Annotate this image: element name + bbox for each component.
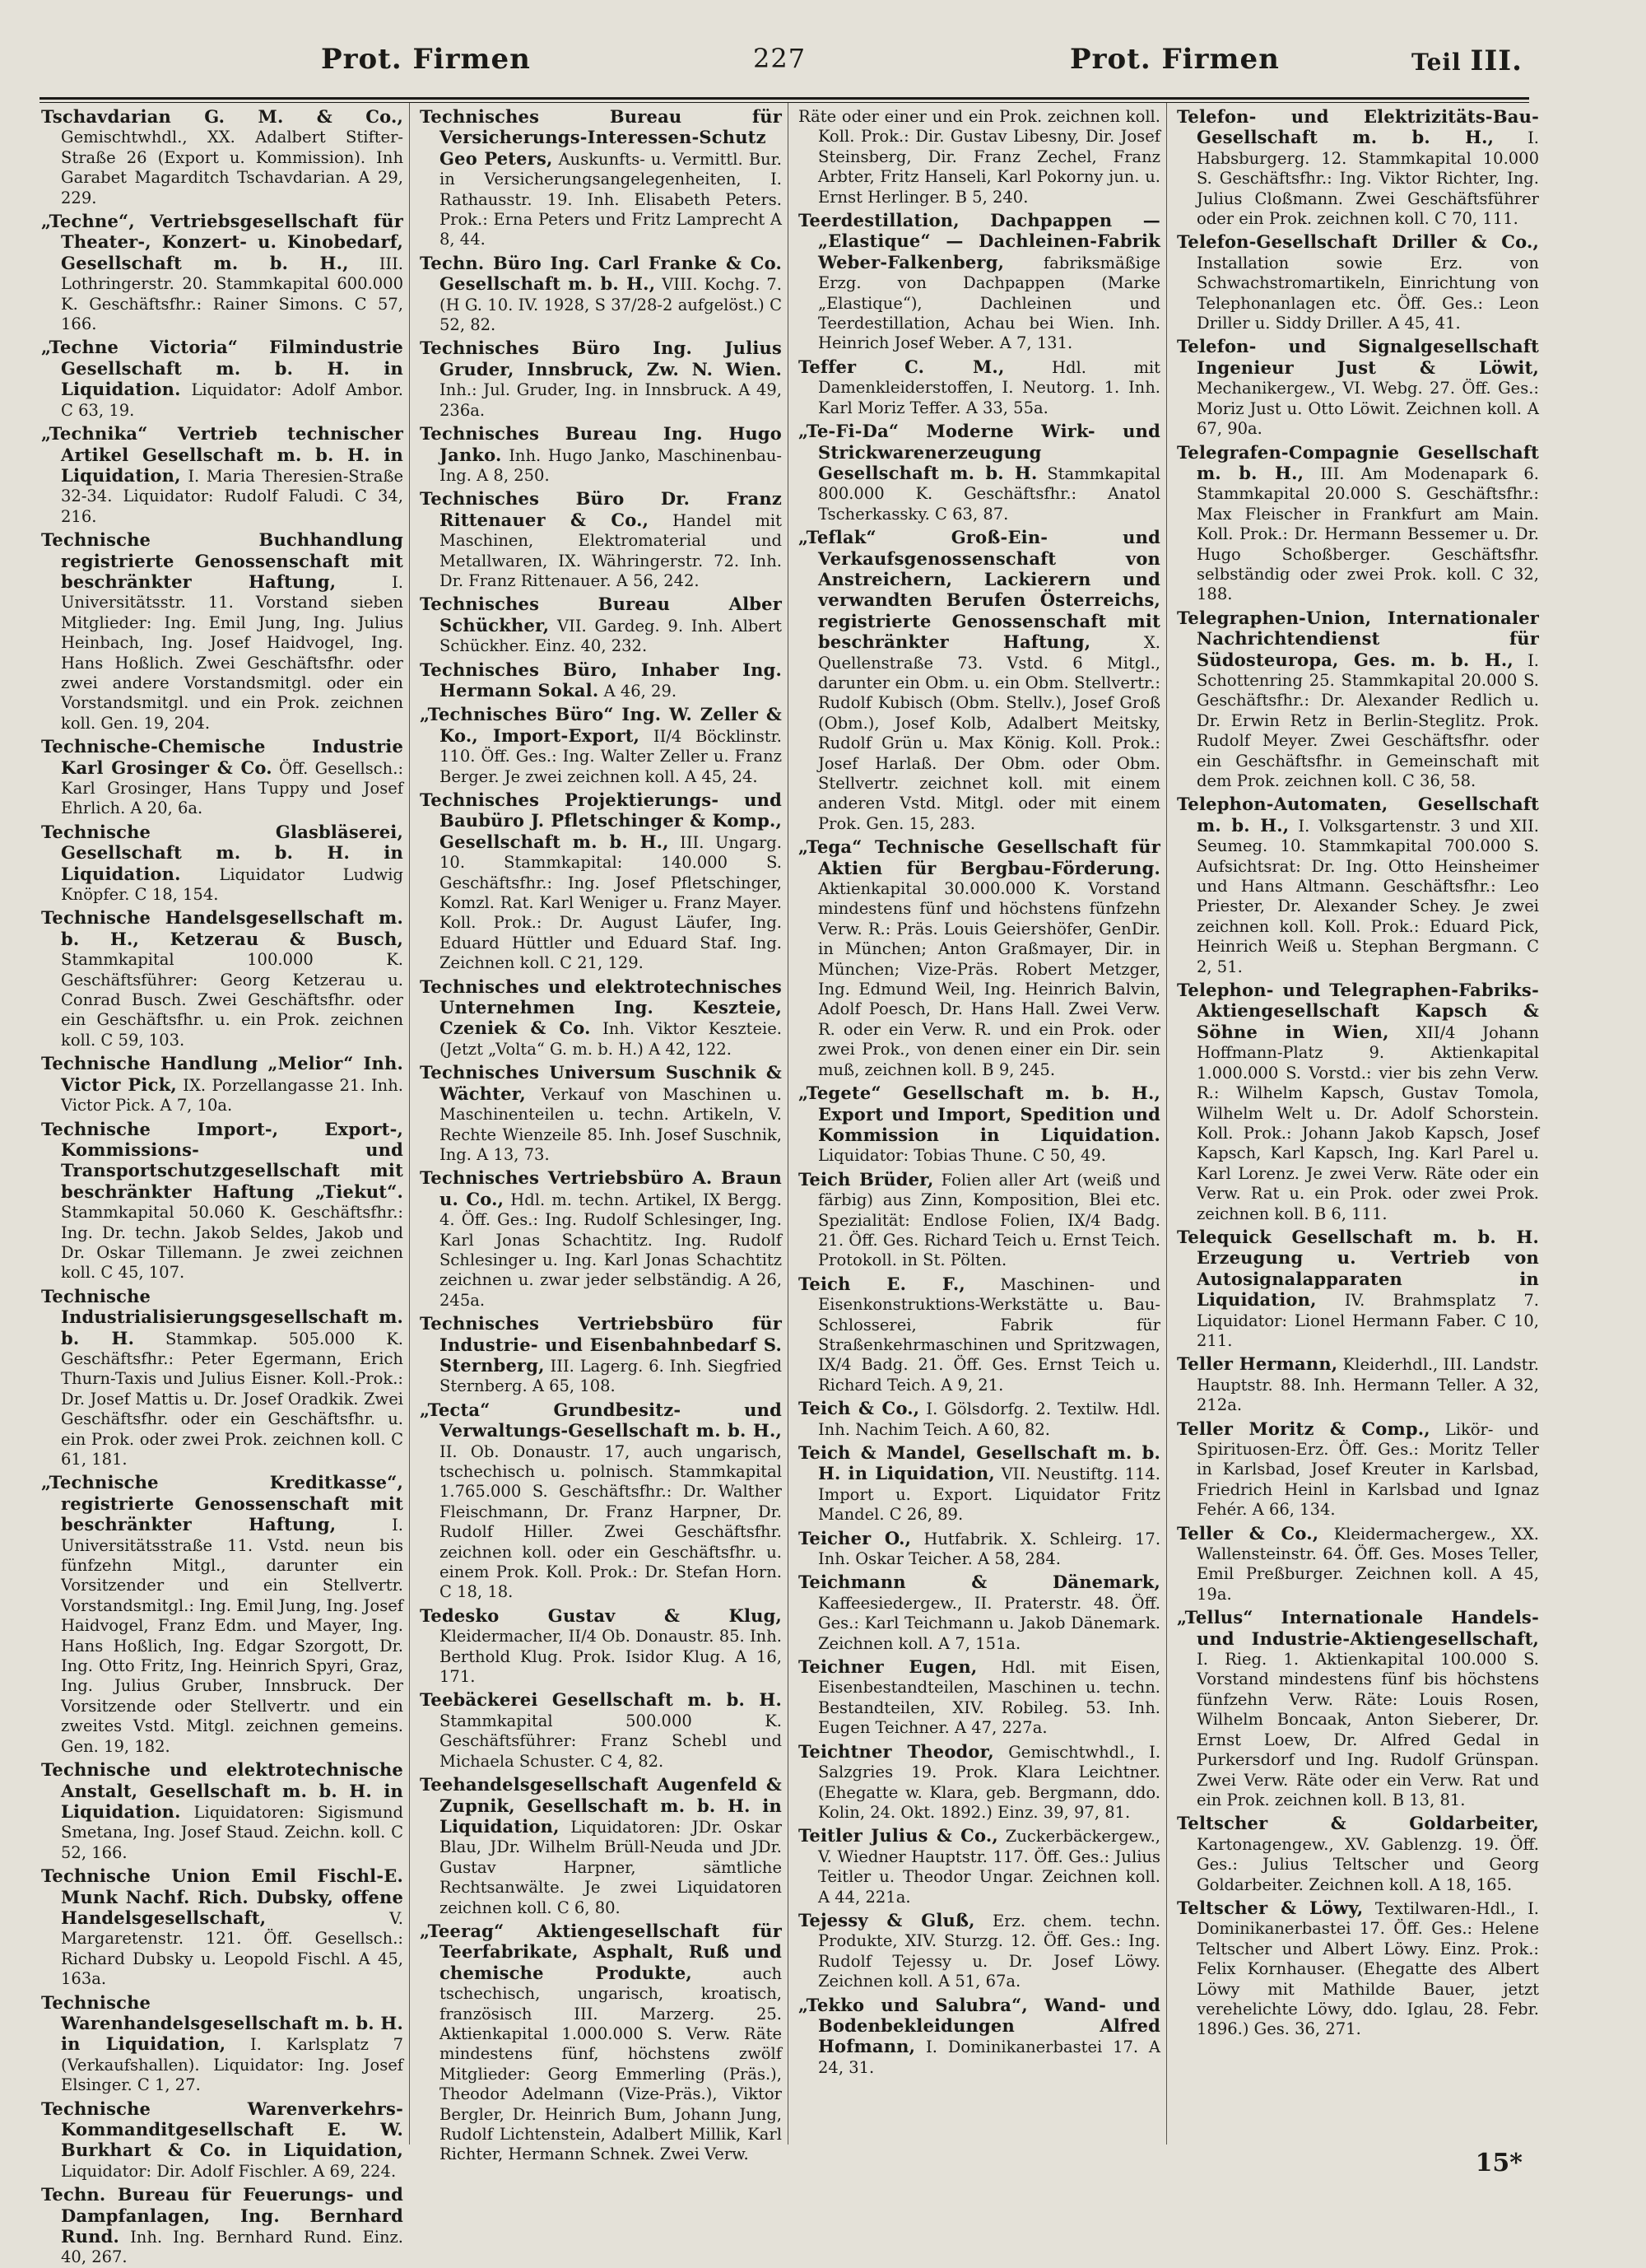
directory-entry: [41, 737, 403, 819]
directory-entry: [798, 1911, 1160, 1992]
firm-name: Technisches Büro, Inhaber Ing. Hermann Sokal.: [420, 659, 782, 701]
directory-entry: [798, 1399, 1160, 1440]
firm-name: Teller Moritz & Comp.,: [1177, 1418, 1430, 1439]
directory-entry: [420, 1690, 782, 1772]
firm-details: Inh. Viktor Keszteie. (Jetzt „Volta“ G. m. b. H.) A 42, 122.: [439, 1019, 782, 1059]
firm-details: I. Karlsplatz 7 (Verkaufshallen). Liquidator: Ing. Josef Elsinger. C 1, 27.: [61, 2035, 403, 2095]
firm-name: Teltscher & Löwy,: [1177, 1897, 1364, 1918]
firm-details: III. Lothringerstr. 20. Stammkapital 600.000 K. Geschäftsfhr.: Rainer Simons. C 57, 166.: [61, 254, 403, 334]
firm-name: Technisches Vertriebsbüro für Industrie- und Eisenbahnbedarf S. Sternberg,: [420, 1313, 782, 1376]
firm-name: Telequick Gesellschaft m. b. H. Erzeugung u. Vertrieb von Autosignalapparaten in Liquidation,: [1177, 1226, 1539, 1311]
firm-name: Teich Brüder,: [798, 1168, 934, 1190]
firm-details: I. Habsburgerg. 12. Stammkapital 10.000 S. Geschäftsfhr.: Ing. Viktor Richter, Ing. Julius Cloßmann. Zwei Geschäftsführer oder ein Prok. zeichnen koll. C 70, 111.: [1197, 128, 1539, 229]
firm-name: Techn. Bureau für Feuerungs- und Dampfanlagen, Ing. Bernhard Rund.: [41, 2184, 403, 2247]
firm-name: Tejessy & Gluß,: [798, 1909, 975, 1930]
firm-details: Liquidatoren: JDr. Oskar Blau, JDr. Wilhelm Brüll-Neuda und JDr. Gustav Harpner, sämtliche Rechtsanwälte. Je zwei Liquidatoren zeichnen koll. C 6, 80.: [439, 1817, 782, 1917]
firm-name: Technische und elektrotechnische Anstalt, Gesellschaft m. b. H. in Liquidation.: [41, 1759, 403, 1822]
firm-name: „Tecta“ Grundbesitz- und Verwaltungs-Gesellschaft m. b. H.,: [420, 1399, 782, 1441]
column-2: [420, 106, 783, 2164]
firm-name: „Teflak“ Groß-Ein- und Verkaufsgenossenschaft von Anstreichern, Lackierern und verwandten Berufen Österreichs, registrierte Genossenschaft mit beschränkter Haftung,: [798, 527, 1160, 653]
firm-details: Mechanikergew., VI. Webg. 27. Öff. Ges.: Moriz Just u. Otto Löwit. Zeichnen koll. A 67, 90a.: [1197, 379, 1539, 439]
firm-name: Technische Handelsgesellschaft m. b. H., Ketzerau & Busch,: [41, 907, 403, 949]
firm-details: Kleidermacher, II/4 Ob. Donaustr. 85. Inh. Berthold Klug. Prok. Isidor Klug. A 16, 171.: [439, 1627, 782, 1687]
firm-name: Tedesko Gustav & Klug,: [420, 1604, 782, 1626]
directory-entry: [1177, 1524, 1539, 1605]
directory-entry: [420, 254, 782, 336]
directory-entry: [1177, 608, 1539, 792]
firm-details: I. Gölsdorfg. 2. Textilw. Hdl. Inh. Nachim Teich. A 60, 82.: [818, 1399, 1160, 1439]
firm-name: Telegrafen-Compagnie Gesellschaft m. b. H.,: [1177, 441, 1539, 483]
firm-name: Teehandelsgesellschaft Augenfeld & Zupnik, Gesellschaft m. b. H. in Liquidation,: [420, 1774, 782, 1837]
directory-entry: [420, 1063, 782, 1165]
firm-name: Technisches Bureau Ing. Hugo Janko.: [420, 423, 782, 465]
directory-entry: [420, 1606, 782, 1688]
firm-name: Technische Handlung „Melior“ Inh. Victor Pick,: [41, 1053, 403, 1095]
directory-entry: [41, 1760, 403, 1863]
firm-name: Teitler Julius & Co.,: [798, 1825, 998, 1847]
firm-details: Kleiderhdl., III. Landstr. Hauptstr. 88. Inh. Hermann Teller. A 32, 212a.: [1197, 1355, 1539, 1415]
firm-name: „Tellus“ Internationale Handels- und Industrie-Aktiengesellschaft,: [1177, 1607, 1539, 1649]
firm-details: II/4 Böcklinstr. 110. Öff. Ges.: Ing. Walter Zeller u. Franz Berger. Je zwei zeichnen koll. A 45, 24.: [439, 726, 783, 786]
firm-details: Inh. Ing. Bernhard Rund. Einz. 40, 267.: [61, 2228, 404, 2267]
directory-entry: [1177, 980, 1539, 1224]
firm-details: Stammkapital 50.060 K. Geschäftsfhr.: Ing. Dr. techn. Jakob Seldes, Jakob und Dr. Oskar Tillemann. Je zwei zeichnen koll. C 45, 107.: [61, 1203, 403, 1283]
directory-entry: [420, 1168, 782, 1311]
directory-entry: [420, 1400, 782, 1603]
firm-name: Teichtner Theodor,: [798, 1740, 994, 1762]
firm-details: Hdl. m. techn. Artikel, IX Bergg. 4. Öff. Ges.: Ing. Rudolf Schlesinger, Ing. Karl Jonas Schachtitz. Ing. Rudolf Schlesinger u. Ing. Karl Jonas Schachtitz zeichnen u. zwar jeder selbständig. A 26, 245a.: [439, 1190, 782, 1310]
firm-details: Verkauf von Maschinen u. Maschinenteilen u. techn. Artikeln, V. Rechte Wienzeile 85. Inh. Josef Suschnik, Ing. A 13, 73.: [439, 1084, 783, 1164]
directory-entry: [41, 424, 403, 527]
running-head-left: Prot. Firmen: [321, 43, 531, 76]
directory-entry: [1177, 1354, 1539, 1415]
directory-entry: [798, 837, 1160, 1080]
firm-details: Stammkapital 500.000 K. Geschäftsführer: Franz Schebl und Michaela Schuster. C 4, 82.: [439, 1711, 782, 1771]
directory-entry: [41, 822, 403, 906]
firm-name: Teffer C. M.,: [798, 356, 1005, 377]
directory-entry: [41, 1866, 403, 1989]
directory-entry: [420, 705, 782, 787]
firm-details: XII/4 Johann Hoffmann-Platz 9. Aktienkapital 1.000.000 S. Vorstd.: vier bis zehn Verw. R.: Wilhelm Kapsch, Gustav Tomola, Wilhelm Welt u. Dr. Adolf Schorstein. Koll. Prok.: Johann Jakob Kapsch, Josef Kapsch, Karl Kapsch, Ing. Karl Parel u. Karl Lorenz. Je zwei Verw. Räte oder ein Verw. Rat u. ein Prok. oder zwei Prok. zeichnen koll. B 6, 111.: [1197, 1022, 1540, 1223]
firm-name: Telefon- und Elektrizitäts-Bau-Gesellschaft m. b. H.,: [1177, 106, 1539, 148]
directory-entry: [41, 908, 403, 1050]
firm-name: Technisches Bureau Alber Schückher,: [420, 594, 782, 636]
directory-entry: [1177, 232, 1539, 333]
firm-details: A 46, 29.: [603, 681, 677, 701]
firm-name: „Tegete“ Gesellschaft m. b. H., Export und Import, Spedition und Kommission in Liquidation.: [798, 1083, 1160, 1145]
directory-entry: [798, 1170, 1160, 1271]
firm-details: Stammkapital 800.000 K. Geschäftsfhr.: Anatol Tscherkassky. C 63, 87.: [818, 463, 1161, 524]
firm-name: Technische Glasbläserei, Gesellschaft m. b. H. in Liquidation.: [41, 821, 403, 884]
firm-name: Telephon- und Telegraphen-Fabriks-Aktiengesellschaft Kapsch & Söhne in Wien,: [1177, 980, 1539, 1042]
firm-details: Inh.: Jul. Gruder, Ing. in Innsbruck. A 49, 236a.: [439, 380, 782, 420]
firm-name: „Technisches Büro“ Ing. W. Zeller & Ko., Import-Export,: [420, 704, 782, 746]
firm-name: Telefon- und Signalgesellschaft Ingenieur Just & Löwit,: [1177, 336, 1539, 378]
firm-name: Technisches Büro Ing. Julius Gruder, Innsbruck, Zw. N. Wien.: [420, 338, 782, 380]
header-rule-thin: [40, 102, 1529, 103]
running-head-right: Prot. Firmen: [1070, 43, 1280, 76]
directory-entry: [1177, 443, 1539, 605]
page-number: 227: [753, 43, 807, 74]
firm-details: Inh. Hugo Janko, Maschinenbau-Ing. A 8, 250.: [439, 445, 782, 485]
firm-details: Liquidator: Tobias Thune. C 50, 49.: [818, 1146, 1106, 1166]
firm-name: „Technische Kreditkasse“, registrierte Genossenschaft mit beschränkter Haftung,: [41, 1472, 403, 1535]
signature-mark: 15*: [1475, 2149, 1523, 2177]
directory-entry: [1177, 337, 1539, 439]
firm-name: Teich & Mandel, Gesellschaft m. b. H. in Liquidation,: [798, 1442, 1160, 1484]
firm-name: „Technika“ Vertrieb technischer Artikel Gesellschaft m. b. H. in Liquidation,: [41, 423, 403, 486]
directory-entry: [420, 107, 782, 250]
firm-details: VIII. Kochg. 7. (H G. 10. IV. 1928, S 37/28-2 aufgelöst.) C 52, 82.: [439, 275, 782, 335]
directory-entry: [41, 1287, 403, 1470]
firm-name: Teich & Co.,: [798, 1398, 920, 1419]
directory-entry: [798, 1572, 1160, 1654]
directory-entry: [420, 1314, 782, 1397]
firm-details: Stammkap. 505.000 K. Geschäftsfhr.: Peter Egermann, Erich Thurn-Taxis und Julius Eisner. Koll.-Prok.: Dr. Josef Mattis u. Dr. Josef Oradkik. Zwei Geschäftsfhr. oder ein Geschäftsfhr. u. ein Prok. oder zwei Prok. zeichnen koll. C 61, 181.: [61, 1329, 403, 1469]
firm-name: Technisches Bureau für Versicherungs-Interessen-Schutz Geo Peters,: [420, 106, 782, 169]
firm-name: Teltscher & Goldarbeiter,: [1177, 1813, 1539, 1834]
directory-entry: [41, 530, 403, 733]
firm-name: Tschavdarian G. M. & Co.,: [41, 106, 403, 127]
firm-details: IV. Brahmsplatz 7. Liquidator: Lionel Hermann Faber. C 10, 211.: [1197, 1291, 1540, 1350]
firm-name: „Te-Fi-Da“ Moderne Wirk- und Strickwarenerzeugung Gesellschaft m. b. H.: [798, 421, 1160, 483]
directory-entry: [420, 790, 782, 974]
section-roman: III.: [1470, 44, 1523, 77]
directory-entry: [420, 594, 782, 656]
directory-entry: [1177, 1898, 1539, 2040]
firm-name: Technische Industrialisierungsgesellschaft m. b. H.: [41, 1285, 403, 1348]
directory-entry: [1177, 1608, 1539, 1810]
directory-entry: [798, 1742, 1160, 1823]
firm-details: I. Dominikanerbastei 17. A 24, 31.: [818, 2037, 1160, 2077]
firm-name: Technisches Projektierungs- und Baubüro J. Pfletschinger & Komp., Gesellschaft m. b. H.,: [420, 789, 782, 852]
firm-details: Installation sowie Erz. von Schwachstromartikeln, Einrichtung von Telephonanlagen etc. Öff. Ges.: Leon Driller u. Siddy Driller. A 45, 41.: [1197, 253, 1539, 333]
directory-entry: [798, 107, 1160, 207]
firm-details: Gemischtwhdl., I. Salzgries 19. Prok. Klara Leichtner. (Ehegatte w. Klara, geb. Bergmann, ddo. Kolin, 24. Okt. 1892.) Einz. 39, 97, 81.: [818, 1742, 1161, 1822]
firm-name: Techn. Büro Ing. Carl Franke & Co. Gesellschaft m. b. H.,: [420, 252, 782, 295]
firm-details: VII. Neustiftg. 114. Import u. Export. Liquidator Fritz Mandel. C 26, 89.: [818, 1465, 1160, 1525]
firm-details: Likör- und Spirituosen-Erz. Öff. Ges.: Moritz Teller in Karlsbad, Josef Kreuter in Karlsbad, Friedrich Heinl in Karlsbad und Ignaz Fehér. A 66, 134.: [1197, 1419, 1540, 1520]
firm-details: Folien aller Art (weiß und färbig) aus Zinn, Komposition, Blei etc. Spezialität: Endlose Folien, IX/4 Badg. 21. Öff. Ges. Richard Teich u. Ernst Teich. Protokoll. in St. Pölten.: [818, 1170, 1160, 1270]
directory-entry: [1177, 107, 1539, 229]
directory-entry: [1177, 1419, 1539, 1521]
directory-entry: [420, 1775, 782, 1918]
firm-name: Technisches Universum Suschnik & Wächter,: [420, 1062, 782, 1104]
directory-entry: [798, 211, 1160, 354]
firm-details: fabriksmäßige Erzg. von Dachpappen (Marke „Elastique“), Dachleinen und Teerdestillation, Achau bei Wien. Inh. Heinrich Josef Weber. A 7, 131.: [818, 253, 1160, 353]
directory-entry: [41, 1054, 403, 1115]
directory-entry: [41, 1120, 403, 1283]
firm-details: I. Maria Theresien-Straße 32-34. Liquidator: Rudolf Faludi. C 34, 216.: [61, 466, 404, 526]
directory-entry: [798, 1826, 1160, 1907]
firm-details: Liquidator Ludwig Knöpfer. C 18, 154.: [61, 864, 403, 905]
firm-name: Technisches Vertriebsbüro A. Braun u. Co.,: [420, 1167, 782, 1209]
directory-entry: [798, 1443, 1160, 1525]
directory-entry: [420, 977, 782, 1060]
firm-details: I. Universitätsstraße 11. Vstd. neun bis fünfzehn Mitgl., darunter ein Vorsitzender und ein Stellvertr. Vorstandsmitgl.: Ing. Emil Jung, Ing. Josef Haidvogel, Franz Edm. und Mayer, Ing. Hans Hoßlich, Ing. Edgar Szorgott, Dr. Ing. Otto Fritz, Ing. Heinrich Spyri, Graz, Ing. Julius Gruber, Innsbruck. Der Vorsitzende oder Stellvertr. und ein zweites Vstd. Mitgl. zeichnen gemeins. Gen. 19, 182.: [61, 1516, 403, 1756]
firm-details: Gemischtwhdl., XX. Adalbert Stifter-Straße 26 (Export u. Kommission). Inh Garabet Magarditch Tschavdarian. A 29, 229.: [61, 128, 403, 207]
firm-details: I. Volksgartenstr. 3 und XII. Seumeg. 10. Stammkapital 700.000 S. Aufsichtsrat: Dr. Ing. Otto Heinsheimer und Hans Altmann. Geschäftsfhr.: Leo Priester, Dr. Alexander Schey. Je zwei zeichnen koll. Koll. Prok.: Eduard Pick, Heinrich Weiß u. Stephan Bergmann. C 2, 51.: [1197, 816, 1540, 976]
firm-details: Kleidermachergew., XX. Wallensteinstr. 64. Öff. Ges. Moses Teller, Emil Preßburger. Zeichnen koll. A 45, 19a.: [1197, 1524, 1539, 1604]
firm-name: Teerdestillation, Dachpappen — „Elastique“ — Dachleinen-Fabrik Weber-Falkenberg,: [798, 210, 1160, 272]
directory-entry: [798, 421, 1160, 524]
directory-entry: [1177, 1814, 1539, 1895]
directory-entry: [41, 2099, 403, 2182]
directory-entry: [798, 357, 1160, 418]
column-1: [41, 106, 404, 2267]
firm-details: X. Quellenstraße 73. Vstd. 6 Mitgl., darunter ein Obm. u. ein Obm. Stellvertr.: Rudolf Kubisch (Obm. Stellv.), Josef Groß (Obm.), Josef Kolb, Adalbert Meitsky, Rudolf Grün u. Max König. Koll. Prok.: Josef Harlaß. Der Obm. oder Obm. Stellvertr. zeichnet koll. mit einem anderen Vstd. Mitgl. oder mit einem Prok. Gen. 15, 283.: [818, 633, 1160, 833]
firm-name: Technische Import-, Export-, Kommissions- und Transportschutzgesellschaft mit beschränkter Haftung „Tiekut“.: [41, 1118, 403, 1202]
firm-name: Technisches und elektrotechnisches Unternehmen Ing. Keszteie, Czeniek & Co.: [420, 976, 782, 1039]
firm-details: Liquidator: Adolf Ambor. C 63, 19.: [61, 380, 403, 420]
directory-entry: [1177, 794, 1539, 977]
firm-name: Technisches Büro Dr. Franz Rittenauer & Co.,: [420, 488, 782, 530]
firm-details: Liquidatoren: Sigismund Smetana, Ing. Josef Staud. Zeichn. koll. C 52, 166.: [61, 1802, 403, 1862]
directory-entry: [420, 1921, 782, 2165]
firm-details: I. Rieg. 1. Aktienkapital 100.000 S. Vorstand mindestens fünf bis höchstens fünfzehn Verw. Räte: Louis Rosen, Wilhelm Boncaak, Anton Sieberer, Dr. Ernst Loew, Dr. Alfred Gedal in Purkersdorf und Ing. Rudolf Grünspan. Zwei Verw. Räte oder ein Verw. Rat und ein Prok. zeichnen koll. B 13, 81.: [1197, 1650, 1539, 1809]
firm-name: Telefon-Gesellschaft Driller & Co.,: [1177, 231, 1539, 253]
firm-details: Auskunfts- u. Vermittl. Bur. in Versicherungsangelegenheiten, I. Rathausstr. 19. Inh. Elisabeth Peters. Prok.: Erna Peters und Fritz Lamprecht A 8, 44.: [439, 149, 783, 249]
firm-details: Kaffeesiedergew., II. Praterstr. 48. Öff. Ges.: Karl Teichmann u. Jakob Dänemark. Zeichnen koll. A 7, 151a.: [818, 1593, 1160, 1653]
firm-details: Zuckerbäckergew., V. Wiedner Hauptstr. 117. Öff. Ges.: Julius Teitler u. Theodor Ungar. Zeichnen koll. A 44, 221a.: [818, 1827, 1160, 1907]
firm-name: Teller Hermann,: [1177, 1353, 1338, 1375]
firm-name: „Teerag“ Aktiengesellschaft für Teerfabrikate, Asphalt, Ruß und chemische Produkte,: [420, 1920, 782, 1983]
firm-details: Kartonagengew., XV. Gablenzg. 19. Öff. Ges.: Julius Teltscher und Georg Goldarbeiter. Zeichnen koll. A 18, 165.: [1197, 1834, 1539, 1894]
firm-name: Teichner Eugen,: [798, 1656, 978, 1678]
firm-details: II. Ob. Donaustr. 17, auch ungarisch, tschechisch u. polnisch. Stammkapital 1.765.000 S. Geschäftsfhr.: Dr. Walther Fleischmann, Dr. Franz Harpner, Dr. Rudolf Hiller. Zwei Geschäftsfhr. zeichnen koll. oder ein Geschäftsfhr. u. einem Prok. Koll. Prok.: Dr. Stefan Horn. C 18, 18.: [439, 1441, 782, 1602]
directory-entry: [41, 1473, 403, 1757]
directory-entry: [41, 212, 403, 334]
section-marker: [1411, 44, 1523, 86]
directory-entry: [798, 1083, 1160, 1167]
firm-name: „Techne“, Vertriebsgesellschaft für Theater-, Konzert- u. Kinobedarf, Gesellschaft m. b. H.,: [41, 211, 403, 273]
firm-name: Technische Warenverkehrs-Kommanditgesellschaft E. W. Burkhart & Co. in Liquidation,: [41, 2098, 403, 2161]
column-divider: [1166, 103, 1167, 2145]
firm-name: Technische-Chemische Industrie Karl Grosinger & Co.: [41, 736, 403, 778]
firm-details: Erz. chem. techn. Produkte, XIV. Sturzg. 12. Öff. Ges.: Ing. Rudolf Tejessy u. Dr. Josef Löwy. Zeichnen koll. A 51, 67a.: [818, 1911, 1160, 1991]
directory-entry: [420, 660, 782, 702]
directory-entry: [798, 1274, 1160, 1395]
firm-name: Technische Warenhandelsgesellschaft m. b. H. in Liquidation,: [41, 1991, 403, 2055]
directory-entry: [798, 528, 1160, 834]
directory-entry: [420, 424, 782, 486]
section-prefix: Teil: [1411, 49, 1462, 76]
firm-name: „Tekko und Salubra“, Wand- und Bodenbekleidungen Alfred Hofmann,: [798, 1994, 1160, 2057]
directory-entry: [1177, 1227, 1539, 1351]
firm-name: Telephon-Automaten, Gesellschaft m. b. H.,: [1177, 794, 1539, 836]
firm-details: Hutfabrik. X. Schleirg. 17. Inh. Oskar Teicher. A 58, 284.: [818, 1529, 1161, 1569]
firm-details: Räte oder einer und ein Prok. zeichnen koll. Koll. Prok.: Dir. Gustav Libesny, Dir. Josef Steinsberg, Dir. Franz Zechel, Franz Arbter, Fritz Hanseli, Karl Pokorny jun. u. Ernst Herlinger. B 5, 240.: [798, 107, 1160, 207]
firm-name: Telegraphen-Union, Internationaler Nachrichtendienst für Südosteuropa, Ges. m. b. H.,: [1177, 607, 1539, 670]
firm-details: Aktienkapital 30.000.000 K. Vorstand mindestens fünf und höchstens fünfzehn Verw. R.: Präs. Louis Geiershöfer, GenDir. in München; Anton Graßmayer, Dir. in München; Vize-Präs. Robert Metzger, Ing. Edmund Weil, Ing. Heinrich Balvin, Adolf Poesch, Dr. Hans Hall. Zwei Verw. R. oder ein Verw. R. und ein Prok. oder zwei Prok., von denen einer ein Dir. sein muß, zeichnen koll. B 9, 245.: [818, 879, 1160, 1079]
firm-name: Teichmann & Dänemark,: [798, 1572, 1160, 1593]
column-4: [1177, 107, 1539, 2140]
directory-entry: [798, 1529, 1160, 1570]
header-rule: [40, 97, 1529, 100]
firm-details: Hdl. mit Eisen, Eisenbestandteilen, Maschinen u. techn. Bestandteilen, XIV. Robileg. 53. Inh. Eugen Teichner. A 47, 227a.: [818, 1658, 1160, 1738]
firm-details: V. Margaretenstr. 121. Öff. Gesellsch.: Richard Dubsky u. Leopold Fischl. A 45, 163a.: [61, 1908, 403, 1989]
firm-details: IX. Porzellangasse 21. Inh. Victor Pick. A 7, 10a.: [61, 1075, 403, 1115]
directory-entry: [41, 1993, 403, 2096]
firm-name: „Tega“ Technische Gesellschaft für Aktien für Bergbau-Förderung.: [798, 836, 1160, 878]
firm-details: Öff. Gesellsch.: Karl Grosinger, Hans Tuppy und Josef Ehrlich. A 20, 6a.: [61, 758, 404, 818]
firm-details: Textilwaren-Hdl., I. Dominikanerbastei 17. Öff. Ges.: Helene Teltscher und Albert Löwy. Einz. Prok.: Felix Kornhauser. (Ehegatte des Albert Löwy mit Mathilde Bauer, jetzt verehelichte Löwy, ddo. Iglau, 28. Febr. 1896.) Ges. 36, 271.: [1197, 1898, 1539, 2039]
directory-entry: [41, 107, 403, 208]
firm-name: Technische Buchhandlung registrierte Genossenschaft mit beschränkter Haftung,: [41, 529, 403, 592]
firm-details: Hdl. mit Damenkleiderstoffen, I. Neutorg. 1. Inh. Karl Moriz Teffer. A 33, 55a.: [818, 357, 1161, 417]
firm-name: Teicher O.,: [798, 1527, 912, 1548]
directory-entry: [798, 1657, 1160, 1739]
firm-details: Handel mit Maschinen, Elektromaterial und Metallwaren, IX. Währingerstr. 72. Inh. Dr. Franz Rittenauer. A 56, 242.: [439, 510, 783, 590]
firm-details: III. Lagerg. 6. Inh. Siegfried Sternberg. A 65, 108.: [439, 1356, 782, 1396]
firm-details: III. Am Modenapark 6. Stammkapital 20.000 S. Geschäftsfhr.: Max Fleischer in Frankfurt am Main. Koll. Prok.: Dr. Hermann Bessemer u. Dr. Hugo Schoßberger. Geschäftsfhr. selbständig oder zwei Prok. koll. C 32, 188.: [1197, 463, 1539, 604]
firm-details: I. Schottenring 25. Stammkapital 20.000 S. Geschäftsfhr.: Dr. Alexander Redlich u. Dr. Erwin Retz in Berlin-Steglitz. Prok. Rudolf Meyer. Zwei Geschäftsfhr. oder ein Geschäftsfhr. in Gemeinschaft mit dem Prok. zeichnen koll. C 36, 58.: [1197, 650, 1539, 790]
firm-details: I. Universitätsstr. 11. Vorstand sieben Mitglieder: Ing. Emil Jung, Ing. Julius Heinbach, Ing. Josef Haidvogel, Ing. Hans Hoßlich. Zwei Geschäftsfhr. oder zwei andere Vorstandsmitgl. oder ein Vorstandsmitgl. und ein Prok. zeichnen koll. Gen. 19, 204.: [61, 572, 403, 733]
column-divider: [409, 103, 410, 2145]
firm-details: auch tschechisch, ungarisch, kroatisch, französisch III. Marzerg. 25. Aktienkapital 1.000.000 S. Verw. Räte mindestens fünf, höchstens zwölf Mitglieder: Georg Emmerling (Präs.), Theodor Adelmann (Vize-Präs.), Viktor Bergler, Dr. Heinrich Bum, Johann Jung, Rudolf Lichtenstein, Adalbert Millik, Karl Richter, Hermann Schnek. Zwei Verw.: [439, 1963, 783, 2164]
directory-entry: [420, 489, 782, 591]
firm-name: Teebäckerei Gesellschaft m. b. H.: [420, 1689, 782, 1711]
directory-entry: [41, 338, 403, 421]
firm-name: Teich E. F.,: [798, 1273, 965, 1294]
directory-entry: [798, 1996, 1160, 2079]
firm-name: Technische Union Emil Fischl-E. Munk Nachf. Rich. Dubsky, offene Handelsgesellschaft,: [41, 1865, 403, 1928]
column-3: [798, 107, 1160, 2140]
directory-entry: [41, 2185, 403, 2268]
firm-name: Teller & Co.,: [1177, 1522, 1319, 1544]
directory-entry: [420, 338, 782, 421]
firm-details: VII. Gardeg. 9. Inh. Albert Schückher. Einz. 40, 232.: [439, 616, 782, 656]
firm-name: „Techne Victoria“ Filmindustrie Gesellschaft m. b. H. in Liquidation.: [41, 337, 403, 400]
firm-details: Maschinen- und Eisenkonstruktions-Werkstätte u. Bau-Schlosserei, Fabrik für Straßenkehrmaschinen und Spritzwagen, IX/4 Badg. 21. Öff. Ges. Ernst Teich u. Richard Teich. A 9, 21.: [818, 1274, 1160, 1395]
firm-details: Stammkapital 100.000 K. Geschäftsführer: Georg Ketzerau u. Conrad Busch. Zwei Geschäftsfhr. oder ein Geschäftsfhr. u. ein Prok. zeichnen koll. C 59, 103.: [61, 950, 403, 1050]
firm-details: III. Ungarg. 10. Stammkapital: 140.000 S. Geschäftsfhr.: Ing. Josef Pfletschinger, Komzl. Rat. Karl Weniger u. Franz Mayer. Koll. Prok.: Dr. August Läufer, Ing. Eduard Hüttler und Eduard Staf. Ing. Zeichnen koll. C 21, 129.: [439, 832, 782, 973]
firm-details: Liquidator: Dir. Adolf Fischler. A 69, 224.: [61, 2161, 397, 2181]
